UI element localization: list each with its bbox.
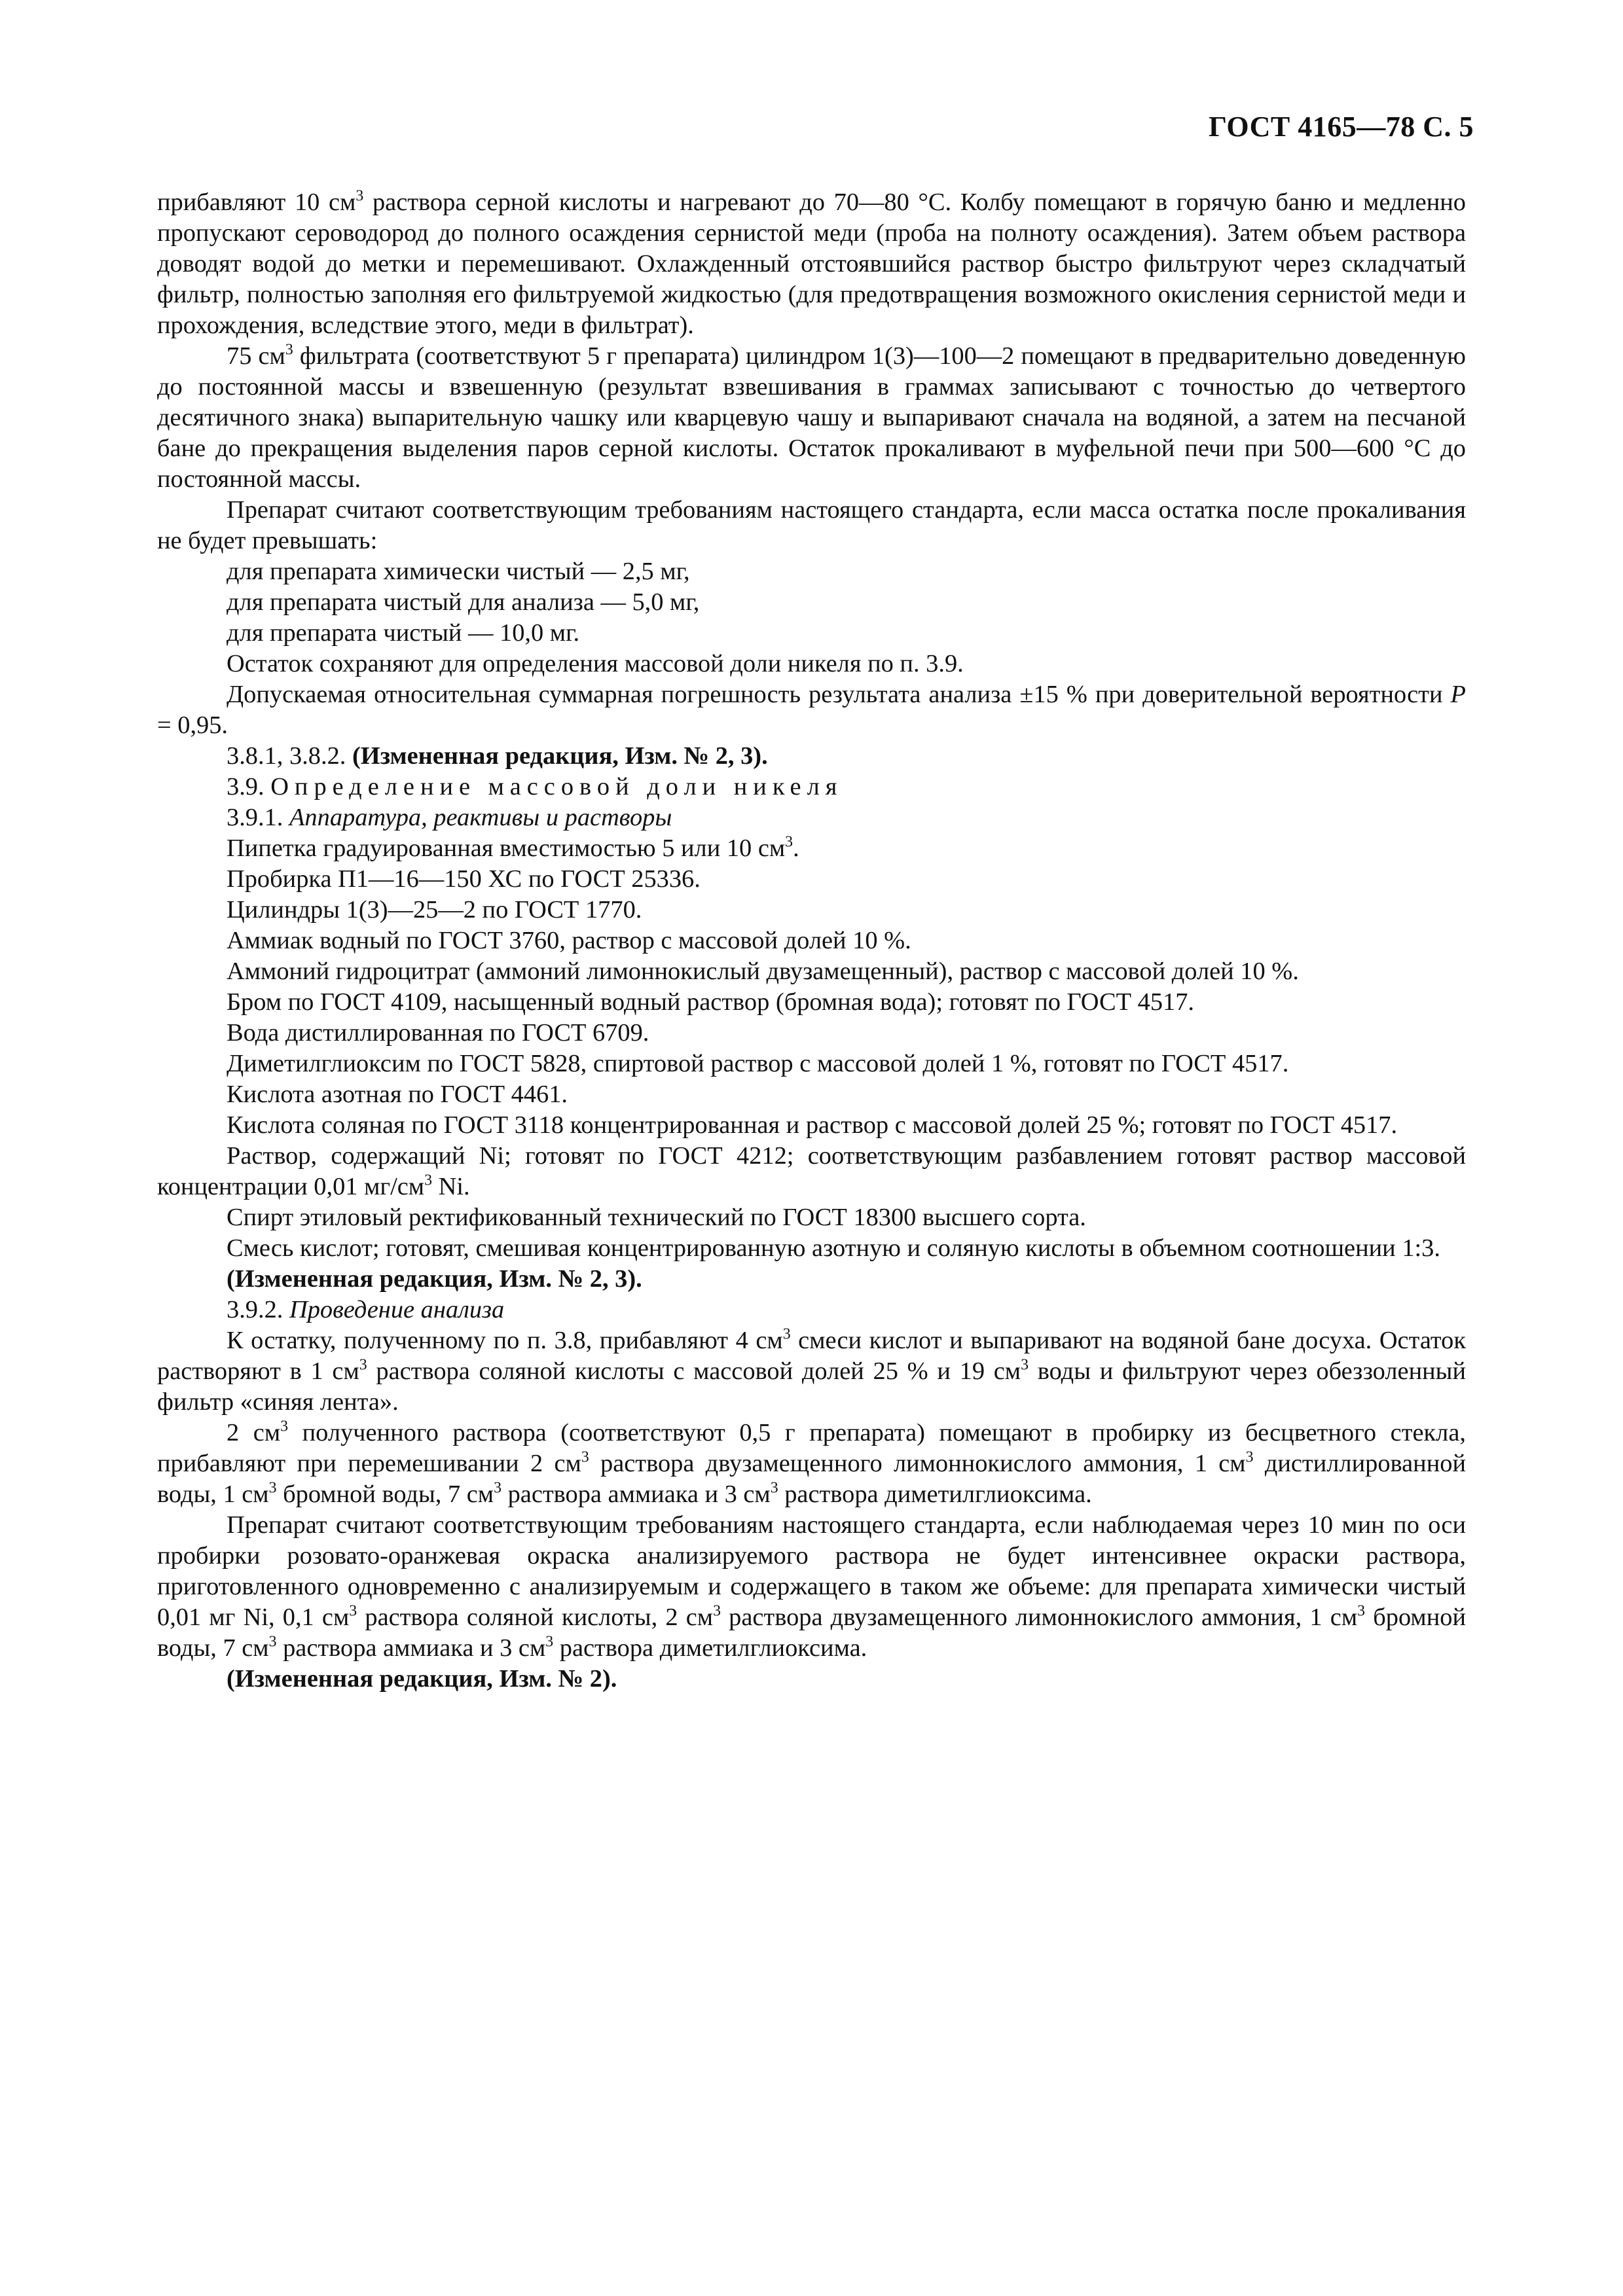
reagent-item: Кислота азотная по ГОСТ 4461. [227, 1081, 568, 1108]
document-body [157, 187, 1466, 1695]
reagent-item: Бром по ГОСТ 4109, насыщенный водный раствор (бромная вода); готовят по ГОСТ 4517. [227, 988, 1194, 1016]
page-header: ГОСТ 4165—78 С. 5 [1208, 111, 1474, 143]
paragraph-sample-preparation: 2 $см^3$ полученного раствора (соответствуют 0,5 г препарата) помещают в пробирку из бесцветного стекла, прибавляют при перемешивании 2 $см^3$ раствора двузамещенного лимоннокислого аммония, 1 $см^3$ дистиллированной воды, 1 $см^3$ бромной воды, 7 $см^3$ раствора аммиака и 3 $см^3$ раствора диметилглиоксима. [157, 1418, 1466, 1508]
list-item-pure-for-analysis: для препарата чистый для анализа — 5,0 мг, [227, 588, 700, 616]
reagent-item: Цилиндры 1(3)—25—2 по ГОСТ 1770. [227, 896, 642, 924]
reagent-item: Аммиак водный по ГОСТ 3760, раствор с массовой долей 10 %. [227, 927, 911, 954]
reagent-item: Диметилглиоксим по ГОСТ 5828, спиртовой раствор с массовой долей 1 %, готовят по ГОСТ 4517. [227, 1050, 1289, 1077]
list-item-pure: для препарата чистый — 10,0 мг. [227, 619, 580, 647]
reagent-item: Пипетка градуированная вместимостью 5 или 10 $см^3$. [227, 833, 799, 862]
reagent-item: Смесь кислот; готовят, смешивая концентрированную азотную и соляную кислоты в объемном соотношении 1:3. [227, 1234, 1440, 1262]
list-item-chemically-pure: для препарата химически чистый — 2,5 мг, [227, 558, 690, 585]
reagent-item: Аммоний гидроцитрат (аммоний лимоннокислый двузамещенный), раствор с массовой долей 10 %. [227, 958, 1299, 985]
paragraph-sulfide-precipitation: прибавляют 10 $см^3$ раствора серной кислоты и нагревают до 70—80 °С. Колбу помещают в горячую баню и медленно пропускают сероводород до полного осаждения сернистой меди (проба на полноту осаждения). Затем объем раствора доводят водой до метки и перемешивают. Охлажденный отстоявшийся раствор быстро фильтруют через складчатый фильтр, полностью заполняя его фильтруемой жидкостью (для предотвращения возможного окисления сернистой меди и прохождения, вследствие этого, меди в фильтрат). [157, 187, 1466, 339]
reagent-item: Кислота соляная по ГОСТ 3118 концентрированная и раствор с массовой долей 25 %; готовят по ГОСТ 4517. [227, 1111, 1398, 1139]
paragraph-error-margin: Допускаемая относительная суммарная погрешность результата анализа ±15 % при доверительной вероятности P = 0,95. [157, 681, 1466, 739]
amendment-note-3-9-2: (Измененная редакция, Изм. № 2). [227, 1665, 617, 1693]
paragraph-residue-dissolution: К остатку, полученному по п. 3.8, прибавляют 4 $см^3$ смеси кислот и выпаривают на водяной бане досуха. Остаток растворяют в 1 $см^3$ раствора соляной кислоты с массовой долей 25 % и 19 $см^3$ воды и фильтруют через обеззоленный фильтр «синяя лента». [157, 1325, 1466, 1416]
amendment-note-3-9-1: (Измененная редакция, Изм. № 2, 3). [227, 1265, 642, 1293]
reagent-item: Вода дистиллированная по ГОСТ 6709. [227, 1019, 649, 1047]
section-heading-3-9: 3.9. Определение массовой доли никеля [227, 773, 843, 800]
reagent-item: Спирт этиловый ректификованный технический по ГОСТ 18300 высшего сорта. [227, 1204, 1086, 1231]
subsection-heading-3-9-2: 3.9.2. Проведение анализа [227, 1296, 505, 1323]
paragraph-residue-requirement: Препарат считают соответствующим требованиям настоящего стандарта, если масса остатка после прокаливания не будет превышать: [157, 496, 1466, 554]
paragraph-residue-kept: Остаток сохраняют для определения массовой доли никеля по п. 3.9. [227, 650, 964, 677]
reagent-item: Раствор, содержащий Ni; готовят по ГОСТ 4212; соответствующим разбавлением готовят раствор массовой концентрации 0,01 $мг/см^3$ Ni. [157, 1142, 1466, 1200]
amendment-note-3-8: 3.8.1, 3.8.2. (Измененная редакция, Изм. № 2, 3). [227, 742, 768, 770]
paragraph-filtrate-evaporation: 75 $см^3$ фильтрата (соответствуют 5 г препарата) цилиндром 1(3)—100—2 помещают в предварительно доведенную до постоянной массы и взвешенную (результат взвешивания в граммах записывают с точностью до четвертого десятичного знака) выпарительную чашку или кварцевую чашу и выпаривают сначала на водяной, а затем на песчаной бане до прекращения выделения паров серной кислоты. Остаток прокаливают в муфельной печи при 500—600 °С до постоянной массы. [157, 341, 1466, 493]
reagent-item: Пробирка П1—16—150 ХС по ГОСТ 25336. [227, 865, 701, 893]
subsection-heading-3-9-1: 3.9.1. Аппаратура, реактивы и растворы [227, 804, 672, 831]
paragraph-color-comparison: Препарат считают соответствующим требованиям настоящего стандарта, если наблюдаемая через 10 мин по оси пробирки розовато-оранжевая окраска анализируемого раствора не будет интенсивнее окраски раствора, приготовленного одновременно с анализируемым и содержащего в таком же объеме: для препарата химически чистый 0,01 мг Ni, 0,1 $см^3$ раствора соляной кислоты, 2 $см^3$ раствора двузамещенного лимоннокислого аммония, 1 $см^3$ бромной воды, 7 $см^3$ раствора аммиака и 3 $см^3$ раствора диметилглиоксима. [157, 1511, 1466, 1662]
